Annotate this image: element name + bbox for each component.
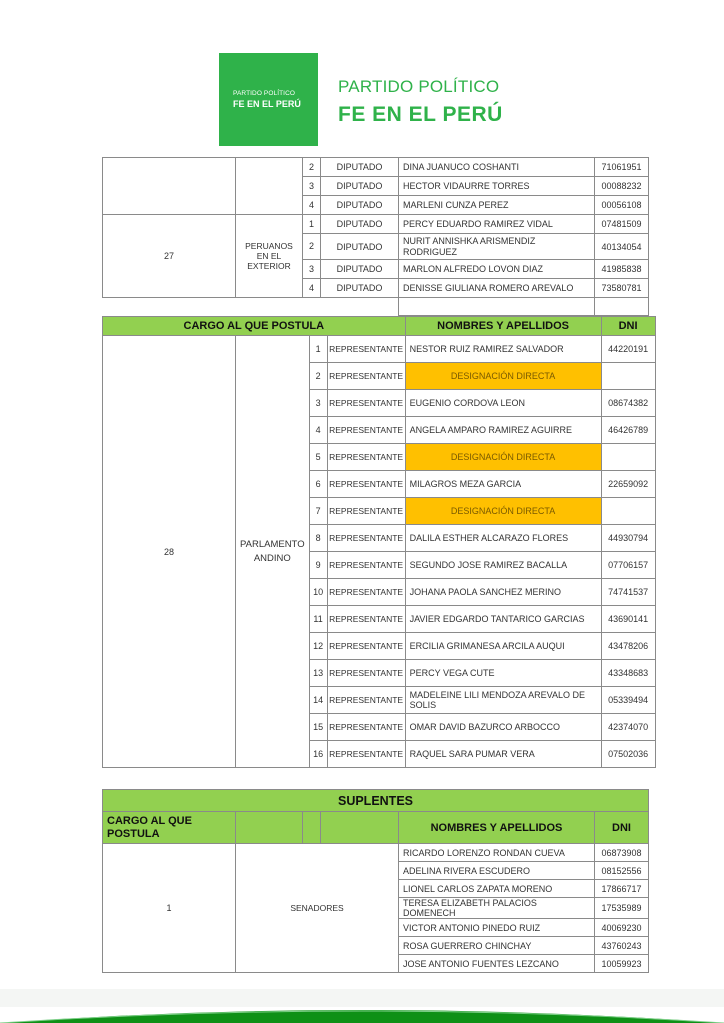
candidate-name: ERCILIA GRIMANESA ARCILA AUQUI [405,633,601,660]
cargo-cell: REPRESENTANTE [327,471,405,498]
candidate-name: ADELINA RIVERA ESCUDERO [399,862,595,880]
candidate-dni: 40069230 [595,919,649,937]
position-number: 3 [309,390,327,417]
candidate-name: RAQUEL SARA PUMAR VERA [405,741,601,768]
candidate-name: RICARDO LORENZO RONDAN CUEVA [399,844,595,862]
table-row [103,844,649,862]
position-number: 3 [303,177,321,196]
candidate-name: JAVIER EDGARDO TANTARICO GARCIAS [405,606,601,633]
table-row [103,215,649,234]
candidate-name: PERCY VEGA CUTE [405,660,601,687]
position-number: 8 [309,525,327,552]
candidate-name: JOHANA PAOLA SANCHEZ MERINO [405,579,601,606]
position-number: 2 [303,234,321,260]
candidate-dni: 22659092 [601,471,655,498]
candidate-dni: 17866717 [595,880,649,898]
position-number: 15 [309,714,327,741]
logo-box-line1: PARTIDO POLÍTICO [233,90,296,97]
candidate-name: ANGELA AMPARO RAMIREZ AGUIRRE [405,417,601,444]
position-number: 2 [309,363,327,390]
cargo-cell: REPRESENTANTE [327,444,405,471]
spacer-cell [399,298,595,316]
group-number: 28 [103,336,236,768]
candidate-dni: 73580781 [595,279,649,298]
position-number: 7 [309,498,327,525]
position-number: 13 [309,660,327,687]
candidate-dni: 40134054 [595,234,649,260]
candidate-dni: 08674382 [601,390,655,417]
position-number: 1 [309,336,327,363]
header-empty [236,812,303,844]
candidate-dni [601,363,655,390]
designacion-directa-cell: DESIGNACIÓN DIRECTA [405,498,601,525]
candidate-name: PERCY EDUARDO RAMIREZ VIDAL [399,215,595,234]
header-dni: DNI [601,317,655,336]
footer-green-wave [0,985,724,1023]
parlamento-table [102,316,656,768]
candidate-name: NURIT ANNISHKA ARISMENDIZ RODRIGUEZ [399,234,595,260]
group-number: 27 [103,215,236,298]
candidate-dni: 44930794 [601,525,655,552]
prev-group-number-cell [103,158,236,215]
cargo-cell: DIPUTADO [321,177,399,196]
candidate-dni: 43348683 [601,660,655,687]
header-names: NOMBRES Y APELLIDOS [399,812,595,844]
candidate-dni: 41985838 [595,260,649,279]
prev-group-district-cell [236,158,303,215]
candidate-name: MARLON ALFREDO LOVON DIAZ [399,260,595,279]
candidate-name: OMAR DAVID BAZURCO ARBOCCO [405,714,601,741]
candidate-dni [601,444,655,471]
candidate-dni: 00088232 [595,177,649,196]
candidate-dni: 46426789 [601,417,655,444]
cargo-cell: REPRESENTANTE [327,741,405,768]
party-brand-title [338,77,503,127]
position-number: 10 [309,579,327,606]
position-number: 2 [303,158,321,177]
spacer-row [103,298,649,316]
group-district: SENADORES [236,844,399,973]
header-dni: DNI [595,812,649,844]
candidate-dni: 43478206 [601,633,655,660]
group-number: 1 [103,844,236,973]
cargo-cell: REPRESENTANTE [327,336,405,363]
candidate-name: VICTOR ANTONIO PINEDO RUIZ [399,919,595,937]
header-row [103,812,649,844]
party-logo-box [219,53,318,146]
cargo-cell: REPRESENTANTE [327,606,405,633]
candidate-dni: 17535989 [595,898,649,919]
cargo-cell: DIPUTADO [321,158,399,177]
cargo-cell: REPRESENTANTE [327,633,405,660]
designacion-directa-cell: DESIGNACIÓN DIRECTA [405,444,601,471]
position-number: 12 [309,633,327,660]
cargo-cell: REPRESENTANTE [327,390,405,417]
candidate-name: ROSA GUERRERO CHINCHAY [399,937,595,955]
header-empty [303,812,321,844]
candidate-dni: 10059923 [595,955,649,973]
cargo-cell: REPRESENTANTE [327,687,405,714]
cargo-cell: REPRESENTANTE [327,660,405,687]
cargo-cell: REPRESENTANTE [327,552,405,579]
candidate-dni: 43760243 [595,937,649,955]
candidate-name: JOSE ANTONIO FUENTES LEZCANO [399,955,595,973]
position-number: 11 [309,606,327,633]
candidate-dni: 08152556 [595,862,649,880]
candidate-dni [601,498,655,525]
suplentes-title: SUPLENTES [103,790,649,812]
brand-line1: PARTIDO POLÍTICO [338,77,500,96]
position-number: 1 [303,215,321,234]
candidate-name: DENISSE GIULIANA ROMERO AREVALO [399,279,595,298]
header-row [103,317,656,336]
header-cargo: CARGO AL QUE POSTULA [103,317,406,336]
candidate-name: SEGUNDO JOSE RAMIREZ BACALLA [405,552,601,579]
candidate-name: HECTOR VIDAURRE TORRES [399,177,595,196]
cargo-cell: DIPUTADO [321,196,399,215]
candidate-dni: 07706157 [601,552,655,579]
candidate-name: DINA JUANUCO COSHANTI [399,158,595,177]
position-number: 14 [309,687,327,714]
cargo-cell: REPRESENTANTE [327,498,405,525]
cargo-cell: REPRESENTANTE [327,363,405,390]
table-row [103,336,656,363]
spacer-cell [595,298,649,316]
candidate-dni: 44220191 [601,336,655,363]
candidate-name: MADELEINE LILI MENDOZA AREVALO DE SOLIS [405,687,601,714]
suplentes-title-row [103,790,649,812]
position-number: 4 [303,196,321,215]
candidate-name: LIONEL CARLOS ZAPATA MORENO [399,880,595,898]
candidate-dni: 00056108 [595,196,649,215]
candidate-dni: 43690141 [601,606,655,633]
suplentes-table [102,789,649,973]
position-number: 16 [309,741,327,768]
brand-line2: FE EN EL PERÚ [338,103,503,126]
candidate-dni: 74741537 [601,579,655,606]
logo-box-line2: FE EN EL PERÚ [233,99,301,109]
cargo-cell: DIPUTADO [321,234,399,260]
position-number: 4 [303,279,321,298]
candidate-name: NESTOR RUIZ RAMIREZ SALVADOR [405,336,601,363]
cargo-cell: REPRESENTANTE [327,714,405,741]
candidate-dni: 07481509 [595,215,649,234]
header-empty [321,812,399,844]
candidate-dni: 71061951 [595,158,649,177]
candidate-name: MILAGROS MEZA GARCIA [405,471,601,498]
group-district: PARLAMENTO ANDINO [236,336,310,768]
cargo-cell: DIPUTADO [321,260,399,279]
cargo-cell: DIPUTADO [321,215,399,234]
position-number: 3 [303,260,321,279]
header-cargo: CARGO AL QUE POSTULA [103,812,236,844]
candidate-dni: 07502036 [601,741,655,768]
candidate-name: DALILA ESTHER ALCARAZO FLORES [405,525,601,552]
candidate-dni: 06873908 [595,844,649,862]
candidate-name: MARLENI CUNZA PEREZ [399,196,595,215]
candidate-name: EUGENIO CORDOVA LEON [405,390,601,417]
cargo-cell: DIPUTADO [321,279,399,298]
cargo-cell: REPRESENTANTE [327,579,405,606]
candidate-dni: 05339494 [601,687,655,714]
position-number: 9 [309,552,327,579]
cargo-cell: REPRESENTANTE [327,417,405,444]
position-number: 4 [309,417,327,444]
diputados-table [102,157,649,316]
group-district: PERUANOS EN EL EXTERIOR [236,215,303,298]
position-number: 5 [309,444,327,471]
candidate-dni: 42374070 [601,714,655,741]
cargo-cell: REPRESENTANTE [327,525,405,552]
table-row [103,158,649,177]
candidate-name: TERESA ELIZABETH PALACIOS DOMENECH [399,898,595,919]
position-number: 6 [309,471,327,498]
header-names: NOMBRES Y APELLIDOS [405,317,601,336]
designacion-directa-cell: DESIGNACIÓN DIRECTA [405,363,601,390]
